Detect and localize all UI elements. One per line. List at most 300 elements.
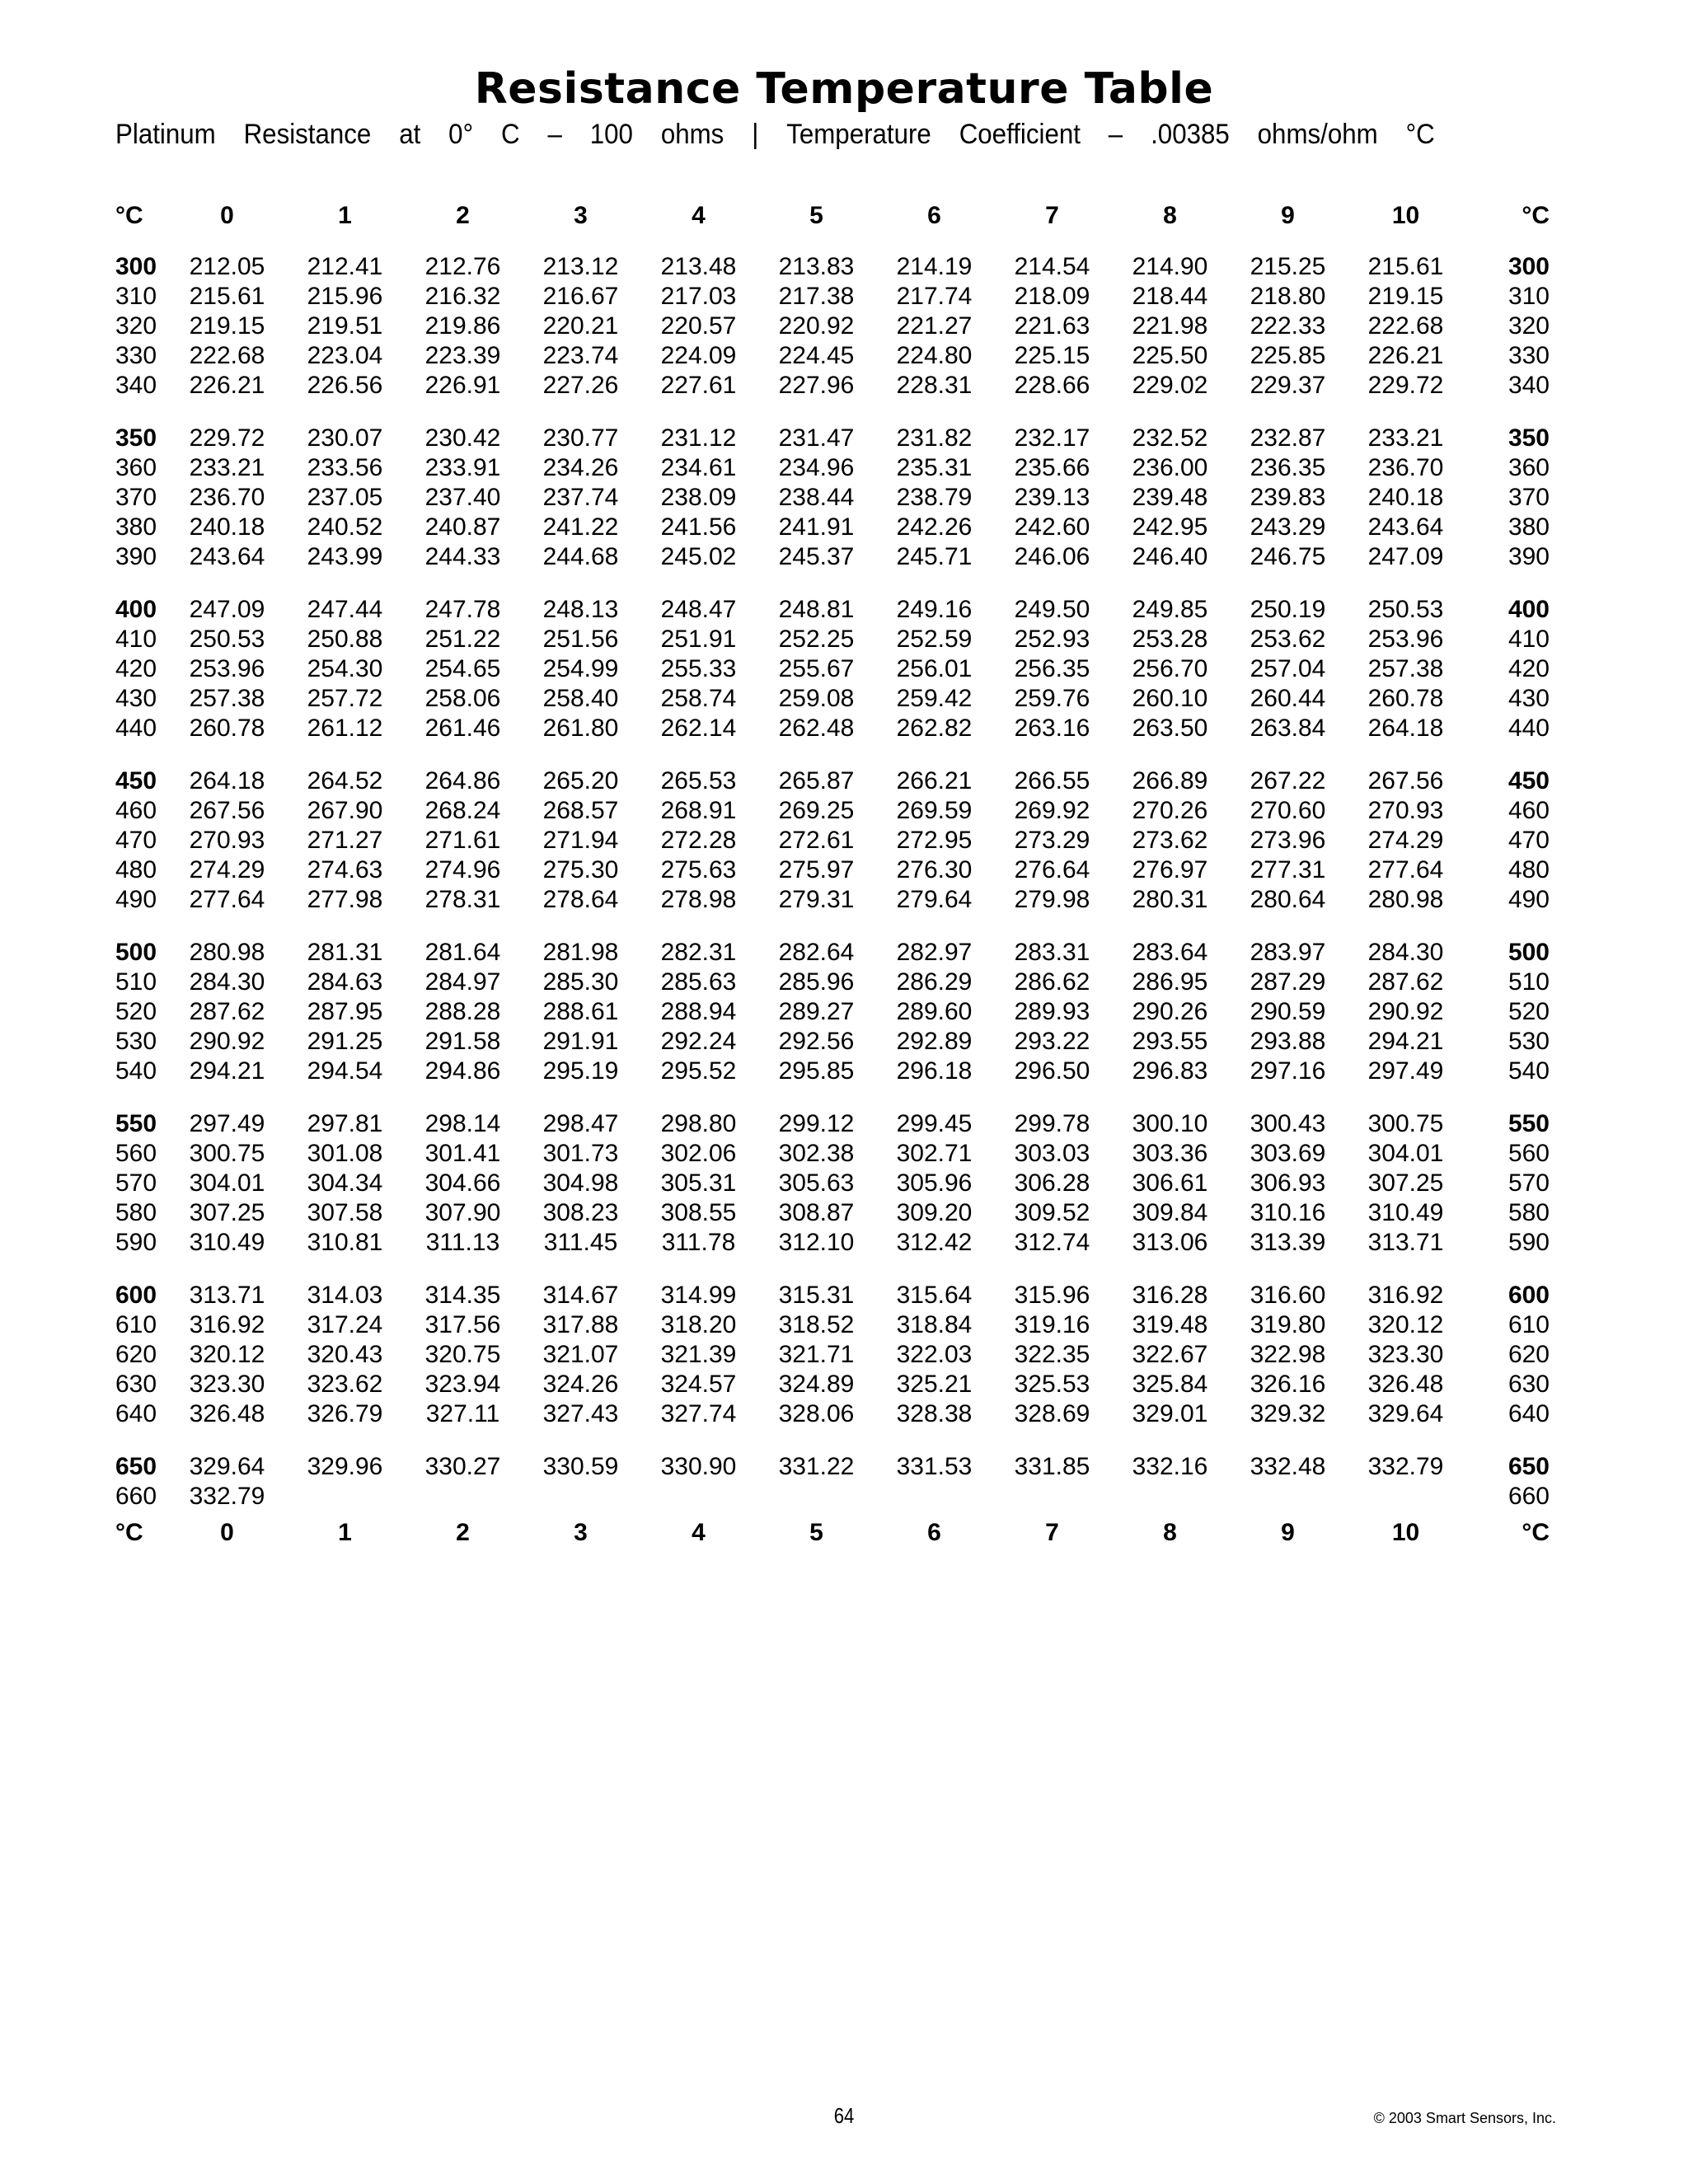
resistance-value: 304.01: [189, 1169, 265, 1197]
row-temperature-right: 570: [1507, 1169, 1550, 1197]
resistance-value: 325.21: [896, 1371, 973, 1398]
resistance-value: 303.03: [1014, 1140, 1090, 1167]
table-row: [115, 997, 1550, 1027]
resistance-value: 240.18: [189, 513, 265, 541]
resistance-value: 244.33: [424, 543, 501, 570]
resistance-value: 221.27: [896, 312, 973, 340]
resistance-value: 278.31: [424, 886, 501, 913]
row-temperature-right: 620: [1507, 1341, 1550, 1368]
resistance-value: 267.56: [1367, 767, 1444, 794]
row-temperature-right: 580: [1507, 1199, 1550, 1226]
resistance-value: 319.80: [1250, 1311, 1326, 1338]
resistance-value: 274.96: [424, 856, 501, 883]
resistance-value: 234.61: [660, 454, 737, 481]
resistance-value: 225.15: [1014, 342, 1090, 369]
resistance-value: 307.90: [424, 1199, 501, 1226]
resistance-value: 239.48: [1132, 484, 1208, 511]
resistance-value: 287.95: [307, 998, 383, 1025]
resistance-value: 220.57: [660, 312, 737, 340]
row-temperature-left: 370: [115, 484, 157, 511]
resistance-value: 282.64: [778, 939, 855, 966]
resistance-value: 224.09: [660, 342, 737, 369]
resistance-value: 284.63: [307, 968, 383, 996]
row-temperature-left: 530: [115, 1028, 157, 1055]
row-temperature-right: 330: [1507, 342, 1550, 369]
subtitle-word: Platinum: [115, 119, 216, 150]
resistance-value: 305.96: [896, 1169, 973, 1197]
table-row: [115, 1169, 1550, 1198]
resistance-value: 280.98: [189, 939, 265, 966]
resistance-value: 288.61: [542, 998, 619, 1025]
resistance-value: 255.67: [778, 655, 855, 682]
resistance-value: 276.64: [1014, 856, 1090, 883]
resistance-value: 273.29: [1014, 827, 1090, 854]
resistance-value: 311.45: [543, 1229, 618, 1256]
column-header: °C: [115, 202, 143, 229]
resistance-value: 239.13: [1014, 484, 1090, 511]
resistance-value: 265.87: [778, 767, 855, 794]
row-temperature-right: 440: [1507, 715, 1550, 742]
resistance-value: 260.78: [1367, 685, 1444, 712]
resistance-value: [993, 1482, 1111, 1511]
table-row: [115, 1139, 1550, 1169]
resistance-value: 302.06: [660, 1140, 737, 1167]
resistance-value: 260.44: [1250, 685, 1326, 712]
row-temperature-left: 380: [115, 513, 157, 541]
table-row: [115, 654, 1550, 684]
resistance-value: 250.53: [1367, 596, 1444, 623]
row-temperature-right: 640: [1507, 1400, 1550, 1427]
resistance-value: 264.52: [307, 767, 383, 794]
resistance-value: 256.70: [1132, 655, 1208, 682]
subtitle-word: –: [1108, 119, 1123, 150]
row-temperature-left: 450: [115, 767, 157, 794]
column-header: 2: [456, 202, 470, 229]
resistance-value: 329.64: [189, 1453, 265, 1480]
resistance-value: 279.31: [778, 886, 855, 913]
resistance-value: 308.87: [778, 1199, 855, 1226]
resistance-value: 250.19: [1250, 596, 1326, 623]
row-temperature-right: 340: [1507, 372, 1550, 399]
resistance-value: 263.50: [1132, 715, 1208, 742]
resistance-value: 320.43: [307, 1341, 383, 1368]
resistance-value: 242.95: [1132, 513, 1208, 541]
table-row: [115, 855, 1550, 885]
resistance-value: 259.08: [778, 685, 855, 712]
resistance-value: 292.89: [896, 1028, 973, 1055]
resistance-value: 287.62: [189, 998, 265, 1025]
resistance-value: 227.26: [542, 372, 619, 399]
resistance-value: 226.56: [307, 372, 383, 399]
row-temperature-right: 380: [1507, 513, 1550, 541]
row-temperature-right: 320: [1507, 312, 1550, 340]
resistance-value: 307.58: [307, 1199, 383, 1226]
resistance-value: 264.18: [189, 767, 265, 794]
resistance-value: 305.31: [660, 1169, 737, 1197]
resistance-value: 288.94: [660, 998, 737, 1025]
resistance-value: 275.30: [542, 856, 619, 883]
resistance-value: 326.48: [189, 1400, 265, 1427]
resistance-value: 231.12: [660, 424, 737, 452]
resistance-value: 217.74: [896, 283, 973, 310]
resistance-value: 247.78: [424, 596, 501, 623]
resistance-value: 258.06: [424, 685, 501, 712]
row-temperature-right: 480: [1507, 856, 1550, 883]
resistance-value: 219.15: [1367, 283, 1444, 310]
resistance-value: 316.92: [1367, 1282, 1444, 1309]
column-header: 10: [1391, 1519, 1420, 1546]
resistance-value: 247.09: [1367, 543, 1444, 570]
resistance-value: 222.68: [189, 342, 265, 369]
row-temperature-left: 440: [115, 715, 157, 742]
row-temperature-left: 660: [115, 1483, 157, 1510]
resistance-value: [522, 1482, 640, 1511]
resistance-value: 229.37: [1250, 372, 1326, 399]
row-temperature-left: 540: [115, 1057, 157, 1085]
resistance-value: 280.98: [1367, 886, 1444, 913]
resistance-value: 281.31: [307, 939, 383, 966]
column-header: 4: [692, 1519, 706, 1546]
resistance-value: 263.16: [1014, 715, 1090, 742]
resistance-value: 331.22: [778, 1453, 855, 1480]
resistance-value: 215.25: [1250, 253, 1326, 280]
row-temperature-right: 550: [1507, 1110, 1550, 1137]
resistance-value: 324.89: [778, 1371, 855, 1398]
resistance-value: 243.99: [307, 543, 383, 570]
resistance-value: 310.81: [307, 1229, 383, 1256]
resistance-value: 233.91: [424, 454, 501, 481]
resistance-value: 254.99: [542, 655, 619, 682]
resistance-value: 264.18: [1367, 715, 1444, 742]
row-temperature-right: 540: [1507, 1057, 1550, 1085]
table-row: [115, 968, 1550, 997]
table-row: [115, 885, 1550, 915]
resistance-value: 218.80: [1250, 283, 1326, 310]
page-number: 64: [833, 2103, 855, 2128]
table-row: [115, 341, 1550, 371]
resistance-value: 267.90: [307, 797, 383, 824]
resistance-value: 216.67: [542, 283, 619, 310]
resistance-value: 241.22: [542, 513, 619, 541]
resistance-value: 236.35: [1250, 454, 1326, 481]
column-header: 8: [1163, 1519, 1177, 1546]
resistance-value: 219.86: [424, 312, 501, 340]
resistance-value: 292.56: [778, 1028, 855, 1055]
resistance-value: 220.21: [542, 312, 619, 340]
resistance-value: 234.26: [542, 454, 619, 481]
resistance-value: 300.43: [1250, 1110, 1326, 1137]
resistance-value: 221.98: [1132, 312, 1208, 340]
resistance-value: 243.64: [189, 543, 265, 570]
resistance-value: 245.71: [896, 543, 973, 570]
row-temperature-right: 560: [1507, 1140, 1550, 1167]
row-temperature-right: 300: [1507, 253, 1550, 280]
resistance-value: 290.26: [1132, 998, 1208, 1025]
row-temperature-left: 610: [115, 1311, 157, 1338]
resistance-value: 249.16: [896, 596, 973, 623]
resistance-value: 299.78: [1014, 1110, 1090, 1137]
resistance-value: 213.48: [660, 253, 737, 280]
table-row: [115, 1482, 1550, 1511]
resistance-value: 274.29: [189, 856, 265, 883]
column-header: 3: [574, 1519, 588, 1546]
column-header: 7: [1045, 202, 1059, 229]
column-header: °C: [1522, 1519, 1550, 1546]
resistance-value: 226.91: [424, 372, 501, 399]
resistance-value: 307.25: [1367, 1169, 1444, 1197]
resistance-value: 252.59: [896, 626, 973, 653]
table-row: [115, 282, 1550, 312]
resistance-value: 328.69: [1014, 1400, 1090, 1427]
resistance-value: 257.38: [189, 685, 265, 712]
row-temperature-right: 370: [1507, 484, 1550, 511]
resistance-value: 322.67: [1132, 1341, 1208, 1368]
resistance-value: 322.35: [1014, 1341, 1090, 1368]
resistance-value: 325.53: [1014, 1371, 1090, 1398]
page-title: Resistance Temperature Table: [474, 64, 1214, 114]
resistance-value: 252.93: [1014, 626, 1090, 653]
resistance-value: [757, 1482, 875, 1511]
resistance-value: 302.71: [896, 1140, 973, 1167]
resistance-value: 226.21: [1367, 342, 1444, 369]
resistance-value: 324.26: [542, 1371, 619, 1398]
row-temperature-right: 470: [1507, 827, 1550, 854]
resistance-value: 236.70: [189, 484, 265, 511]
resistance-value: 246.40: [1132, 543, 1208, 570]
column-header: °C: [115, 1519, 143, 1546]
table-row: [115, 766, 1550, 796]
resistance-value: 230.07: [307, 424, 383, 452]
resistance-value: 229.72: [1367, 372, 1444, 399]
resistance-value: 332.79: [1367, 1453, 1444, 1480]
resistance-value: 291.91: [542, 1028, 619, 1055]
resistance-value: 301.08: [307, 1140, 383, 1167]
resistance-value: 285.96: [778, 968, 855, 996]
row-temperature-left: 460: [115, 797, 157, 824]
resistance-value: 243.64: [1367, 513, 1444, 541]
row-temperature-right: 450: [1507, 767, 1550, 794]
column-header: 9: [1281, 202, 1295, 229]
resistance-value: 290.92: [189, 1028, 265, 1055]
resistance-value: 272.95: [896, 827, 973, 854]
resistance-value: 310.49: [189, 1229, 265, 1256]
resistance-value: 274.63: [307, 856, 383, 883]
resistance-value: 314.67: [542, 1282, 619, 1309]
resistance-value: 244.68: [542, 543, 619, 570]
resistance-value: 273.62: [1132, 827, 1208, 854]
resistance-value: 332.48: [1250, 1453, 1326, 1480]
resistance-value: 276.97: [1132, 856, 1208, 883]
resistance-value: 219.51: [307, 312, 383, 340]
resistance-value: 295.85: [778, 1057, 855, 1085]
table-row: [115, 1310, 1550, 1340]
resistance-value: 271.61: [424, 827, 501, 854]
resistance-value: 241.56: [660, 513, 737, 541]
group-spacer: [115, 1429, 1550, 1452]
resistance-value: 237.40: [424, 484, 501, 511]
resistance-value: 297.49: [1367, 1057, 1444, 1085]
resistance-value: 264.86: [424, 767, 501, 794]
table-row: [115, 1452, 1550, 1482]
resistance-value: 307.25: [189, 1199, 265, 1226]
resistance-value: 257.04: [1250, 655, 1326, 682]
resistance-value: 256.35: [1014, 655, 1090, 682]
resistance-value: 308.55: [660, 1199, 737, 1226]
resistance-value: 236.70: [1367, 454, 1444, 481]
resistance-value: 243.29: [1250, 513, 1326, 541]
resistance-value: 227.61: [660, 372, 737, 399]
resistance-value: 304.98: [542, 1169, 619, 1197]
resistance-value: [1229, 1482, 1347, 1511]
resistance-value: 294.21: [189, 1057, 265, 1085]
row-temperature-left: 500: [115, 939, 157, 966]
column-header: 5: [809, 1519, 823, 1546]
resistance-value: 309.20: [896, 1199, 973, 1226]
table-row: [115, 1057, 1550, 1086]
resistance-value: 237.74: [542, 484, 619, 511]
resistance-value: 225.50: [1132, 342, 1208, 369]
resistance-value: 279.98: [1014, 886, 1090, 913]
resistance-value: [640, 1482, 757, 1511]
resistance-value: 317.88: [542, 1311, 619, 1338]
resistance-value: 329.96: [307, 1453, 383, 1480]
resistance-value: 272.61: [778, 827, 855, 854]
resistance-value: 313.71: [1367, 1229, 1444, 1256]
resistance-value: 216.32: [424, 283, 501, 310]
row-temperature-left: 580: [115, 1199, 157, 1226]
row-temperature-left: 590: [115, 1229, 157, 1256]
resistance-value: 267.22: [1250, 767, 1326, 794]
column-header: 0: [220, 202, 234, 229]
resistance-value: 286.29: [896, 968, 973, 996]
resistance-value: 222.33: [1250, 312, 1326, 340]
resistance-value: 232.17: [1014, 424, 1090, 452]
subtitle-word: C: [500, 119, 520, 150]
resistance-value: 252.25: [778, 626, 855, 653]
resistance-value: 297.49: [189, 1110, 265, 1137]
resistance-value: 306.28: [1014, 1169, 1090, 1197]
resistance-value: 231.82: [896, 424, 973, 452]
column-header: 2: [456, 1519, 470, 1546]
resistance-value: 281.98: [542, 939, 619, 966]
resistance-value: 315.64: [896, 1282, 973, 1309]
row-temperature-left: 340: [115, 372, 157, 399]
resistance-value: 248.13: [542, 596, 619, 623]
resistance-value: 296.83: [1132, 1057, 1208, 1085]
row-temperature-right: 520: [1507, 998, 1550, 1025]
resistance-value: 328.38: [896, 1400, 973, 1427]
resistance-value: 262.82: [896, 715, 973, 742]
resistance-value: 233.21: [189, 454, 265, 481]
row-temperature-left: 360: [115, 454, 157, 481]
resistance-value: 266.89: [1132, 767, 1208, 794]
resistance-value: 321.71: [778, 1341, 855, 1368]
row-temperature-right: 410: [1507, 626, 1550, 653]
resistance-value: 313.71: [189, 1282, 265, 1309]
resistance-value: 320.12: [189, 1341, 265, 1368]
resistance-value: 299.45: [896, 1110, 973, 1137]
resistance-value: 304.66: [424, 1169, 501, 1197]
resistance-value: 331.53: [896, 1453, 973, 1480]
resistance-value: 214.54: [1014, 253, 1090, 280]
table-row: [115, 826, 1550, 855]
row-temperature-left: 640: [115, 1400, 157, 1427]
row-temperature-right: 600: [1507, 1282, 1550, 1309]
column-header: 5: [809, 202, 823, 229]
resistance-value: 297.81: [307, 1110, 383, 1137]
resistance-value: 296.50: [1014, 1057, 1090, 1085]
resistance-value: 318.20: [660, 1311, 737, 1338]
resistance-value: 290.92: [1367, 998, 1444, 1025]
resistance-value: 294.54: [307, 1057, 383, 1085]
resistance-value: 332.16: [1132, 1453, 1208, 1480]
resistance-value: 228.66: [1014, 372, 1090, 399]
resistance-value: 253.96: [189, 655, 265, 682]
row-temperature-right: 490: [1507, 886, 1550, 913]
group-spacer: [115, 1258, 1550, 1281]
resistance-value: 250.53: [189, 626, 265, 653]
resistance-value: 265.53: [660, 767, 737, 794]
resistance-value: 284.30: [1367, 939, 1444, 966]
resistance-value: 331.85: [1014, 1453, 1090, 1480]
resistance-value: 233.56: [307, 454, 383, 481]
table-row: [115, 684, 1550, 714]
resistance-value: 275.63: [660, 856, 737, 883]
resistance-value: 284.30: [189, 968, 265, 996]
resistance-value: 245.37: [778, 543, 855, 570]
row-temperature-left: 400: [115, 596, 157, 623]
resistance-value: 254.65: [424, 655, 501, 682]
row-temperature-left: 410: [115, 626, 157, 653]
resistance-value: 310.16: [1250, 1199, 1326, 1226]
resistance-value: 313.39: [1250, 1229, 1326, 1256]
resistance-value: 320.12: [1367, 1311, 1444, 1338]
subtitle-word: ohms/ohm: [1257, 119, 1378, 150]
resistance-value: 240.18: [1367, 484, 1444, 511]
resistance-value: 280.31: [1132, 886, 1208, 913]
resistance-value: 319.16: [1014, 1311, 1090, 1338]
row-temperature-right: 650: [1507, 1453, 1550, 1480]
row-temperature-right: 590: [1507, 1229, 1550, 1256]
row-temperature-left: 520: [115, 998, 157, 1025]
row-temperature-right: 660: [1507, 1483, 1550, 1510]
row-temperature-left: 630: [115, 1371, 157, 1398]
resistance-value: 214.90: [1132, 253, 1208, 280]
resistance-value: 246.75: [1250, 543, 1326, 570]
resistance-value: 293.55: [1132, 1028, 1208, 1055]
resistance-value: 262.14: [660, 715, 737, 742]
resistance-value: 258.40: [542, 685, 619, 712]
resistance-value: 321.07: [542, 1341, 619, 1368]
resistance-value: [286, 1482, 404, 1511]
row-temperature-right: 350: [1507, 424, 1550, 452]
resistance-value: 276.30: [896, 856, 973, 883]
subtitle-word: °C: [1405, 119, 1435, 150]
row-temperature-left: 510: [115, 968, 157, 996]
resistance-value: 285.63: [660, 968, 737, 996]
resistance-value: 303.36: [1132, 1140, 1208, 1167]
table-row: [115, 1198, 1550, 1228]
table-row: [115, 1281, 1550, 1310]
resistance-value: 315.31: [778, 1282, 855, 1309]
resistance-value: 291.25: [307, 1028, 383, 1055]
resistance-value: 277.64: [189, 886, 265, 913]
row-temperature-left: 650: [115, 1453, 157, 1480]
table-row: [115, 312, 1550, 341]
resistance-value: 232.52: [1132, 424, 1208, 452]
resistance-value: 312.42: [896, 1229, 973, 1256]
table-row: [115, 542, 1550, 572]
